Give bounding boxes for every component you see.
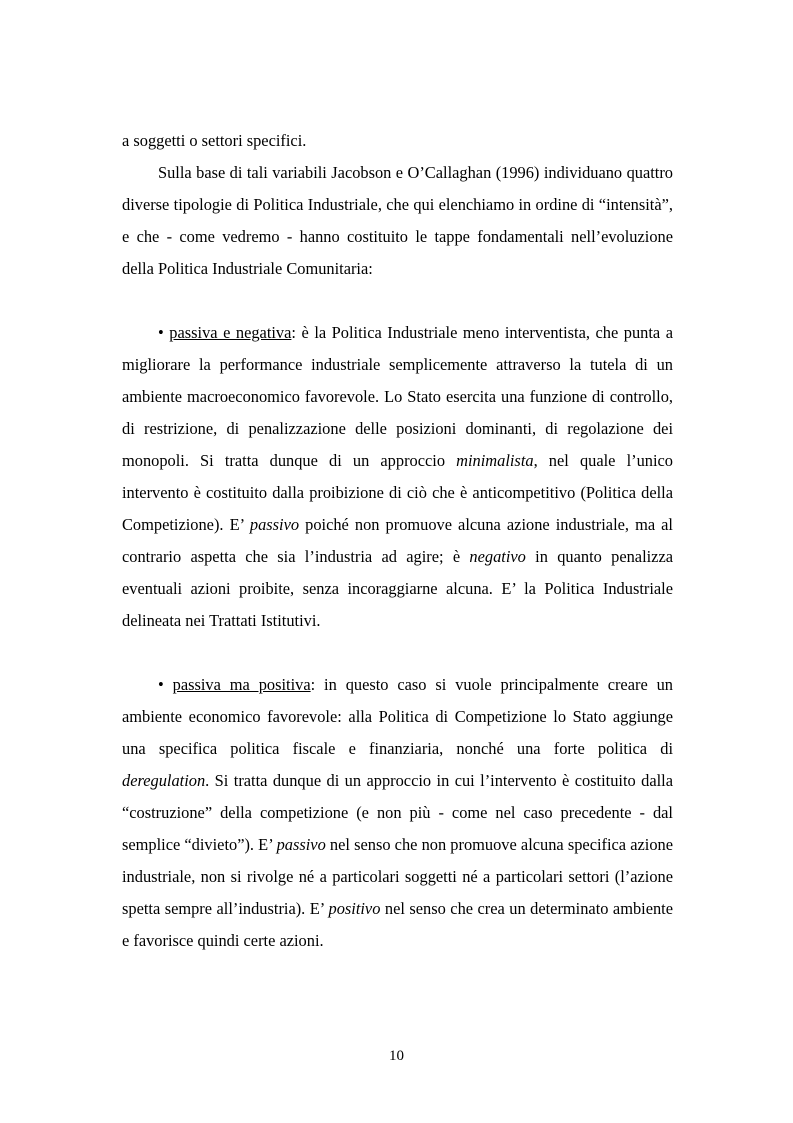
bullet-icon: • <box>158 675 164 694</box>
bullet-text: : è la Politica Industriale meno interventista, che punta a migliorare la performance industriale semplicemente attraverso la tutela di un ambiente macroeconomico favorevole. Lo Stato esercita una funzione di controllo, di restrizione, di penalizzazione delle posizioni dominanti, di regolazione dei monopoli. Si tratta dunque di un approccio <box>122 323 674 470</box>
bullet-term: passiva ma positiva <box>172 675 311 694</box>
bullet-term: passiva e negativa <box>169 323 292 342</box>
bullet-icon: • <box>158 323 164 342</box>
page-number: 10 <box>389 1048 404 1064</box>
bullet-item-passiva-negativa <box>122 317 673 637</box>
emphasis: minimalista <box>456 451 534 470</box>
bullet-text: : in questo caso si vuole principalmente creare un ambiente economico favorevole: alla Politica di Competizione lo Stato aggiunge una specifica politica fiscale e finanziaria, nonché una forte politica di <box>122 675 673 758</box>
bullet-text: . Si tratta dunque di un approccio in cui l’intervento è costituito dalla “costruzione” della competizione (e non più - come nel caso precedente - dal semplice “divieto”). E’ <box>122 771 673 854</box>
emphasis: positivo <box>328 899 381 918</box>
emphasis: passivo <box>249 515 300 534</box>
emphasis: passivo <box>276 835 326 854</box>
bullet-text: nel senso che non promuove alcuna specifica azione industriale, non si rivolge né a particolari soggetti né a particolari settori (l’azione spetta sempre all’industria). E’ <box>122 835 673 918</box>
paragraph-intro: Sulla base di tali variabili Jacobson e O’Callaghan (1996) individuano quattro diverse tipologie di Politica Industriale, che qui elenchiamo in ordine di “intensità”, e che - come vedremo - hanno costituito le tappe fondamentali nell’evoluzione della Politica Industriale Comunitaria: <box>122 163 673 278</box>
emphasis: deregulation <box>122 771 206 790</box>
bullet-item-passiva-positiva <box>122 669 673 957</box>
bullet-text: nel senso che crea un determinato ambiente e favorisce quindi certe azioni. <box>122 899 673 950</box>
bullet-text: , nel quale l’unico intervento è costituito dalla proibizione di ciò che è anticompetitivo (Politica della Competizione). E’ <box>122 451 673 534</box>
paragraph-continuation: a soggetti o settori specifici. <box>122 131 307 150</box>
emphasis: negativo <box>469 547 526 566</box>
bullet-text: in quanto penalizza eventuali azioni proibite, senza incoraggiarne alcuna. E’ la Politica Industriale delineata nei Trattati Istitutivi. <box>122 547 673 630</box>
bullet-text: poiché non promuove alcuna azione industriale, ma al contrario aspetta che sia l’industria ad agire; è <box>122 515 673 566</box>
